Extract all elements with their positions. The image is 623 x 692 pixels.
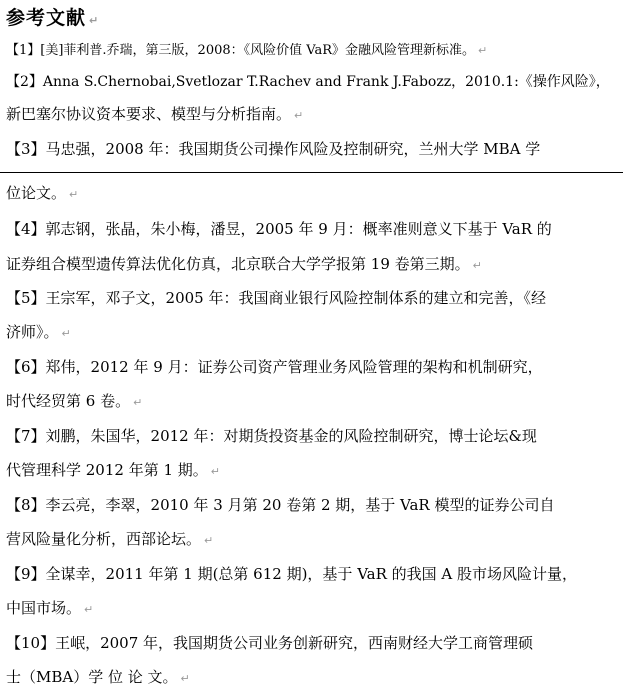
heading-text: 参考文献	[6, 7, 87, 29]
reference-5-line-1: 【5】王宗军，邓子文，2005 年：我国商业银行风险控制体系的建立和完善，《经	[6, 289, 546, 307]
reference-2-line-2: 新巴塞尔协议资本要求、模型与分析指南。 ↵	[6, 105, 304, 123]
reference-2-line-1: 【2】Anna S.Chernobai,Svetlozar T.Rachev and Frank J.Fabozz，2010.1:《操作风险》，	[6, 74, 610, 90]
reference-4-line-2: 证券组合模型遗传算法优化仿真，北京联合大学学报第 19 卷第三期。 ↵	[6, 255, 482, 273]
reference-3-line-2: 位论文。 ↵	[6, 184, 79, 202]
paragraph-mark-icon: ↵	[133, 396, 143, 409]
paragraph-mark-icon: ↵	[84, 603, 94, 616]
reference-8-line-2: 营风险量化分析，西部论坛。 ↵	[6, 530, 214, 548]
reference-6-line-1: 【6】郑伟，2012 年 9 月：证券公司资产管理业务风险管理的架构和机制研究，	[6, 358, 543, 376]
reference-5-line-2: 济师》。 ↵	[6, 323, 71, 341]
reference-8-line-1: 【8】李云亮，李翠，2010 年 3 月第 20 卷第 2 期，基于 VaR 模型的证券公司自	[6, 496, 555, 514]
paragraph-mark-icon: ↵	[204, 534, 214, 547]
reference-9-line-1: 【9】全谋幸，2011 年第 1 期(总第 612 期)，基于 VaR 的我国 A 股市场风险计量，	[6, 565, 578, 583]
reference-4-line-1: 【4】郭志钢，张晶，朱小梅，潘昱，2005 年 9 月：概率准则意义下基于 VaR 的	[6, 220, 552, 238]
reference-9-line-2: 中国市场。 ↵	[6, 599, 94, 617]
reference-1: 【1】[美]菲利普.乔瑞，第三版，2008：《风险价值 VaR》金融风险管理新标准。 ↵	[6, 43, 488, 58]
page-break-rule	[0, 172, 623, 173]
paragraph-mark-icon: ↵	[210, 465, 221, 478]
reference-10-line-1: 【10】王岷，2007 年，我国期货公司业务创新研究，西南财经大学工商管理硕	[6, 634, 534, 652]
paragraph-mark-icon: ↵	[472, 259, 482, 272]
reference-7-line-2: 代管理科学 2012 年第 1 期。 ↵	[6, 461, 221, 479]
paragraph-mark-icon: ↵	[180, 672, 190, 685]
paragraph-mark-icon: ↵	[69, 188, 79, 201]
reference-10-line-2: 士（MBA）学 位 论 文。 ↵	[6, 668, 190, 686]
reference-6-line-2: 时代经贸第 6 卷。 ↵	[6, 392, 143, 410]
references-heading	[6, 6, 99, 33]
paragraph-mark-icon: ↵	[294, 109, 304, 122]
paragraph-mark-icon: ↵	[61, 327, 71, 340]
reference-3-line-1: 【3】马忠强，2008 年：我国期货公司操作风险及控制研究，兰州大学 MBA 学	[6, 140, 541, 158]
paragraph-mark-icon: ↵	[89, 14, 100, 27]
reference-7-line-1: 【7】刘鹏，朱国华，2012 年：对期货投资基金的风险控制研究，博士论坛&现	[6, 427, 537, 445]
paragraph-mark-icon: ↵	[478, 44, 488, 57]
